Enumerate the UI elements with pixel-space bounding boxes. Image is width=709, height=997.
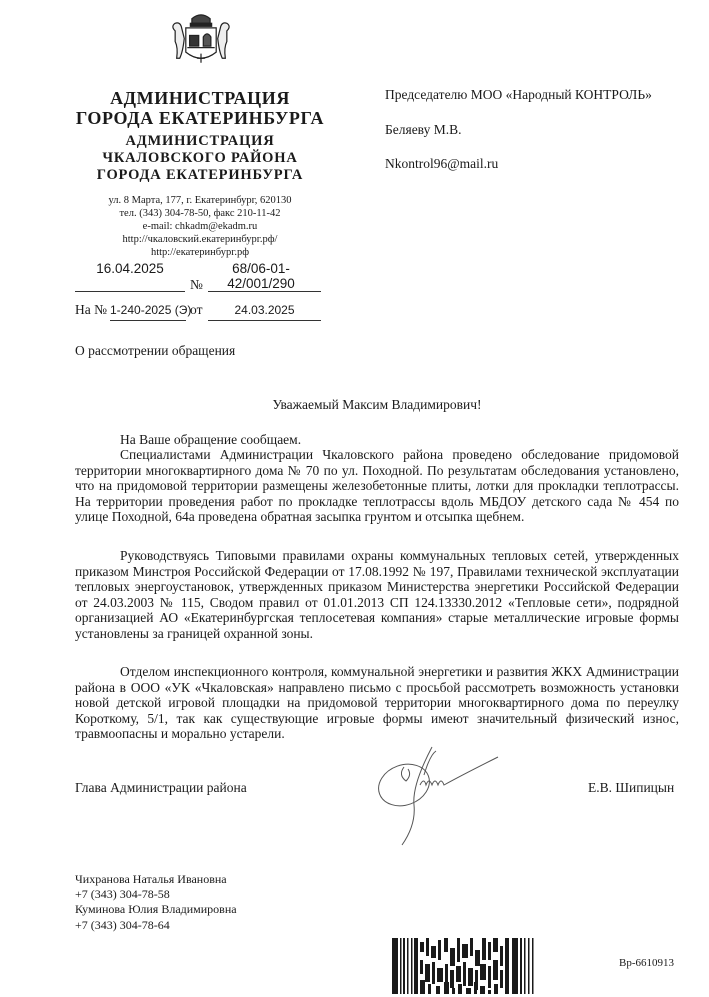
org-email: e-mail: chkadm@ekadm.ru <box>142 221 258 232</box>
org-website-1: http://чкаловский.екатеринбург.рф/ <box>122 234 278 245</box>
org-name-line1: АДМИНИСТРАЦИЯ <box>110 88 290 108</box>
outgoing-number-underline <box>208 291 321 292</box>
org-website-2: http://екатеринбург.рф <box>150 247 250 258</box>
body-paragraph-1: Специалистами Администрации Чкаловского района проведено обследование придомовой территории многоквартирного дома № 70 по ул. Походной. По результатам обследования установлено, что на придомовой территории размещены железобетонные плиты, лотки для прокладки теплотрассы. На территории проведения работ по прокладке теплотрассы вдоль МБДОУ детского сада № 454 по улице Походной, 64а проведена обратная засыпка грунтом и отсыпка щебнем. <box>75 447 679 524</box>
ref-number: 1-240-2025 (Э) <box>110 303 192 317</box>
pdf417-barcode-icon <box>392 938 556 994</box>
ref-date-label: от <box>190 302 203 317</box>
signatory-position: Глава Администрации района <box>75 780 247 795</box>
suborg-name-line2: ЧКАЛОВСКОГО РАЙОНА <box>102 150 298 166</box>
suborg-name-line3: ГОРОДА ЕКАТЕРИНБУРГА <box>96 167 304 183</box>
contact-list <box>75 872 237 933</box>
ref-number-underline <box>110 320 186 321</box>
outgoing-date-underline <box>75 291 185 292</box>
outgoing-number: 68/06-01-42/001/290 <box>227 261 295 291</box>
recipient-name: Беляеву М.В. <box>385 122 462 137</box>
subject-line: О рассмотрении обращения <box>75 343 236 358</box>
greeting: Уважаемый Максим Владимирович! <box>272 397 482 412</box>
number-label: № <box>190 277 203 292</box>
contact-name: Куминова Юлия Владимировна <box>75 902 237 917</box>
org-phone-fax: тел. (343) 304-78-50, факс 210-11-42 <box>119 208 281 219</box>
org-address: ул. 8 Марта, 177, г. Екатеринбург, 620130 <box>108 195 292 206</box>
coat-of-arms-icon <box>163 8 239 72</box>
signatory-name: Е.В. Шипицын <box>588 780 675 795</box>
outgoing-date: 16.04.2025 <box>96 261 164 276</box>
ref-date-underline <box>208 320 321 321</box>
ref-number-label: На № <box>75 302 107 317</box>
handwritten-signature-icon <box>372 745 502 855</box>
contact-phone: +7 (343) 304-78-64 <box>75 917 170 932</box>
registration-code: Вр-6610913 <box>619 957 674 969</box>
suborg-name-line1: АДМИНИСТРАЦИЯ <box>125 133 275 149</box>
recipient-position: Председателю МОО «Народный КОНТРОЛЬ» <box>385 87 652 102</box>
ref-date: 24.03.2025 <box>234 303 295 317</box>
contact-phone: +7 (343) 304-78-58 <box>75 887 170 902</box>
body-paragraph-2: Руководствуясь Типовыми правилами охраны коммунальных тепловых сетей, утвержденных приказом Минстроя Российской Федерации от 17.08.1992 № 197, Правилами технической эксплуатации тепловых энергоустановок, утвержденных приказом Министерства энергетики Российской Федерации от 24.03.2003 № 115, Сводом правил от 01.01.2013 СП 124.13330.2012 «Тепловые сети», подрядной организацией АО «Екатеринбургская теплосетевая компания» старые металлические игровые формы установлены за границей охранной зоны. <box>75 548 679 641</box>
recipient-email: Nkontrol96@mail.ru <box>385 156 499 171</box>
org-name-line2: ГОРОДА ЕКАТЕРИНБУРГА <box>75 108 325 128</box>
body-paragraph-3: Отделом инспекционного контроля, коммунальной энергетики и развития ЖКХ Администрации района в ООО «УК «Чкаловская» направлено письмо с просьбой рассмотреть возможность установки новой детской игровой площадки на придомовой территории многоквартирного дома по переулку Короткому, 5/1, так как существующие игровые формы имеют значительный физический износ, травмоопасны и морально устарели. <box>75 664 679 741</box>
body-intro: На Ваше обращение сообщаем. <box>120 432 302 447</box>
contact-name: Чихранова Наталья Ивановна <box>75 872 227 886</box>
